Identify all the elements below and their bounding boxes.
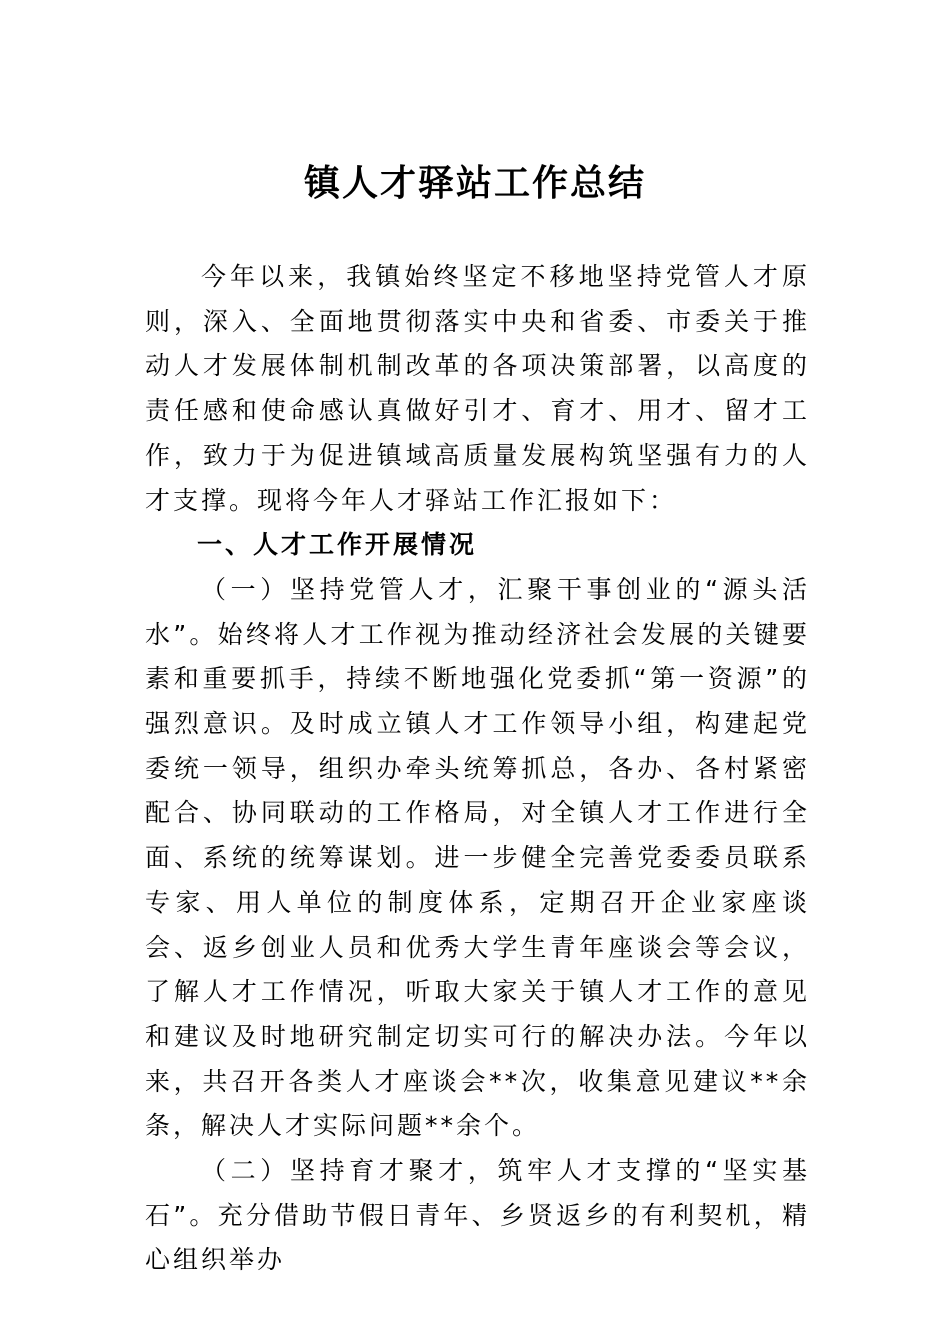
subsection-2-body: 充分借助节假日青年、乡贤返乡的有利契机，精心组织举办 (145, 1200, 810, 1275)
subsection-1-paragraph (145, 568, 810, 1149)
section-heading-1: 一、人才工作开展情况 (197, 530, 478, 560)
subsection-1-heading: （一）坚持党管人才，汇聚干事创业的“源头活水”。 (145, 574, 810, 649)
document-body (145, 255, 810, 1283)
document-title: 镇人才驿站工作总结 (303, 162, 646, 204)
intro-paragraph: 今年以来，我镇始终坚定不移地坚持党管人才原则，深入、全面地贯彻落实中央和省委、市委关于推动人才发展体制机制改革的各项决策部署，以高度的责任感和使命感认真做好引才、育才、用才、留才工作，致力于为促进镇域高质量发展构筑坚强有力的人才支撑。现将今年人才驿站工作汇报如下： (145, 262, 810, 515)
subsection-1-body: 始终将人才工作视为推动经济社会发展的关键要素和重要抓手，持续不断地强化党委抓“第一资源”的强烈意识。及时成立镇人才工作领导小组，构建起党委统一领导，组织办牵头统筹抓总，各办、各村紧密配合、协同联动的工作格局，对全镇人才工作进行全面、系统的统筹谋划。进一步健全完善党委委员联系专家、用人单位的制度体系，定期召开企业家座谈会、返乡创业人员和优秀大学生青年座谈会等会议，了解人才工作情况，听取大家关于镇人才工作的意见和建议及时地研究制定切实可行的解决办法。今年以来，共召开各类人才座谈会**次，收集意见建议**余条，解决人才实际问题**余个。 (145, 619, 810, 1141)
subsection-2-heading: （二）坚持育才聚才，筑牢人才支撑的“坚实基石”。 (145, 1156, 810, 1230)
subsection-2-paragraph (145, 1149, 810, 1283)
